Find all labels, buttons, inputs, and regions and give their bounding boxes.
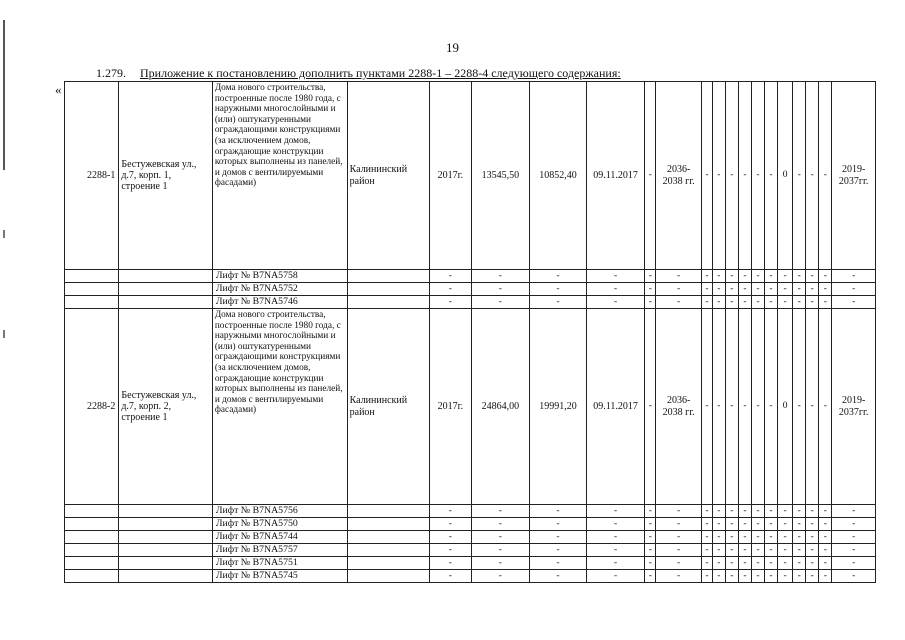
lift-cell: - [656, 296, 702, 309]
paragraph [96, 66, 621, 81]
lift-cell: - [819, 531, 832, 544]
lift-cell: - [764, 270, 777, 283]
lift-empty-cell [347, 270, 430, 283]
lift-cell: - [793, 557, 806, 570]
lift-cell: - [764, 531, 777, 544]
lift-empty-cell [119, 544, 212, 557]
lift-empty-cell [119, 570, 212, 583]
lift-name: Лифт № B7NA5746 [212, 296, 347, 309]
scan-margin-dot [3, 330, 5, 338]
lift-cell: - [764, 544, 777, 557]
lift-cell: - [712, 270, 725, 283]
lift-cell: - [793, 570, 806, 583]
lift-cell: - [530, 283, 587, 296]
item-mid-cell: - [793, 309, 806, 505]
lift-row [65, 570, 876, 583]
lift-cell: - [645, 505, 656, 518]
item-mid-cell: - [819, 82, 832, 270]
item-area-living: 10852,40 [530, 82, 587, 270]
lift-cell: - [645, 570, 656, 583]
lift-cell: - [764, 296, 777, 309]
lift-cell: - [751, 505, 764, 518]
lift-cell: - [712, 505, 725, 518]
lift-cell: - [471, 544, 530, 557]
lift-cell: - [701, 518, 712, 531]
paragraph-text: Приложение к постановлению дополнить пунктами 2288-1 – 2288-4 следующего содержания: [140, 66, 621, 80]
item-mid-cell: - [819, 309, 832, 505]
lift-cell: - [712, 283, 725, 296]
lift-row [65, 505, 876, 518]
lift-cell: - [806, 557, 819, 570]
lift-cell: - [430, 557, 471, 570]
lift-cell: - [586, 531, 645, 544]
lift-cell: - [738, 283, 751, 296]
item-mid-cell: - [725, 309, 738, 505]
item-mid-cell: - [751, 82, 764, 270]
lift-cell: - [725, 557, 738, 570]
lift-empty-cell [119, 518, 212, 531]
item-mid-cell: - [725, 82, 738, 270]
item-mid-cell: 0 [777, 82, 792, 270]
item-mid-cell: - [806, 82, 819, 270]
lift-cell: - [530, 531, 587, 544]
lift-cell: - [712, 531, 725, 544]
lift-cell: - [430, 505, 471, 518]
lift-cell: - [832, 570, 876, 583]
lift-row [65, 531, 876, 544]
lift-cell: - [645, 296, 656, 309]
lift-cell: - [530, 557, 587, 570]
item-area-total: 13545,50 [471, 82, 530, 270]
lift-cell: - [586, 570, 645, 583]
lift-cell: - [764, 505, 777, 518]
lift-cell: - [738, 296, 751, 309]
item-description: Дома нового строительства, построенные после 1980 года, с наружными многослойными и (или) оштукатуренными ограждающими конструкциями (за исключением домов, ограждающие конструкции которых выполнены из панелей, и домов с вентилируемыми фасадами) [212, 309, 347, 505]
lift-empty-cell [119, 296, 212, 309]
register-table [64, 81, 876, 583]
lift-cell: - [471, 296, 530, 309]
lift-cell: - [751, 283, 764, 296]
lift-cell: - [530, 296, 587, 309]
lift-cell: - [738, 518, 751, 531]
lift-cell: - [725, 531, 738, 544]
lift-cell: - [806, 531, 819, 544]
lift-cell: - [777, 296, 792, 309]
item-mid-cell: - [764, 82, 777, 270]
item-mid-cell: - [751, 309, 764, 505]
lift-name: Лифт № B7NA5758 [212, 270, 347, 283]
lift-cell: - [832, 270, 876, 283]
lift-cell: - [806, 505, 819, 518]
lift-row [65, 283, 876, 296]
lift-cell: - [793, 518, 806, 531]
lift-empty-cell [347, 283, 430, 296]
item-mid-cell: - [701, 309, 712, 505]
lift-cell: - [751, 570, 764, 583]
lift-cell: - [430, 531, 471, 544]
lift-cell: - [777, 505, 792, 518]
lift-cell: - [725, 283, 738, 296]
lift-cell: - [701, 270, 712, 283]
lift-name: Лифт № B7NA5745 [212, 570, 347, 583]
lift-cell: - [751, 531, 764, 544]
lift-cell: - [701, 283, 712, 296]
item-district: Калининский район [347, 309, 430, 505]
lift-cell: - [832, 544, 876, 557]
lift-cell: - [764, 570, 777, 583]
lift-cell: - [751, 544, 764, 557]
lift-row [65, 544, 876, 557]
lift-cell: - [645, 531, 656, 544]
lift-empty-cell [65, 270, 119, 283]
lift-cell: - [701, 531, 712, 544]
lift-cell: - [530, 544, 587, 557]
lift-cell: - [712, 570, 725, 583]
lift-cell: - [701, 505, 712, 518]
lift-cell: - [471, 570, 530, 583]
item-mid-cell: - [793, 82, 806, 270]
lift-empty-cell [119, 270, 212, 283]
item-mid-cell: - [806, 309, 819, 505]
item-date: 09.11.2017 [586, 82, 645, 270]
lift-cell: - [738, 557, 751, 570]
lift-cell: - [738, 570, 751, 583]
lift-row [65, 518, 876, 531]
item-district: Калининский район [347, 82, 430, 270]
table-row [65, 82, 876, 270]
lift-cell: - [725, 296, 738, 309]
item-description: Дома нового строительства, построенные после 1980 года, с наружными многослойными и (или) оштукатуренными ограждающими конструкциями (за исключением домов, ограждающие конструкции которых выполнены из панелей, и домов с вентилируемыми фасадами) [212, 82, 347, 270]
lift-name: Лифт № B7NA5751 [212, 557, 347, 570]
lift-name: Лифт № B7NA5744 [212, 531, 347, 544]
item-final-period: 2019-2037гг. [832, 82, 876, 270]
lift-cell: - [656, 283, 702, 296]
lift-cell: - [819, 270, 832, 283]
item-address: Бестужевская ул., д.7, корп. 1, строение 1 [119, 82, 212, 270]
lift-empty-cell [119, 505, 212, 518]
lift-cell: - [777, 570, 792, 583]
lift-cell: - [777, 518, 792, 531]
lift-cell: - [656, 518, 702, 531]
item-flag: - [645, 309, 656, 505]
lift-cell: - [645, 283, 656, 296]
lift-cell: - [764, 518, 777, 531]
lift-cell: - [738, 270, 751, 283]
lift-empty-cell [347, 531, 430, 544]
lift-row [65, 296, 876, 309]
item-date: 09.11.2017 [586, 309, 645, 505]
lift-cell: - [738, 531, 751, 544]
lift-cell: - [725, 570, 738, 583]
lift-empty-cell [347, 296, 430, 309]
item-mid-cell: - [701, 82, 712, 270]
open-quote: « [55, 82, 62, 97]
lift-cell: - [656, 557, 702, 570]
lift-row [65, 557, 876, 570]
table-row [65, 309, 876, 505]
lift-cell: - [832, 518, 876, 531]
lift-cell: - [725, 518, 738, 531]
lift-cell: - [586, 296, 645, 309]
lift-cell: - [793, 505, 806, 518]
lift-cell: - [430, 270, 471, 283]
lift-cell: - [819, 283, 832, 296]
lift-cell: - [471, 270, 530, 283]
item-mid-cell: - [738, 309, 751, 505]
lift-row [65, 270, 876, 283]
lift-cell: - [777, 270, 792, 283]
lift-empty-cell [65, 283, 119, 296]
lift-cell: - [819, 505, 832, 518]
lift-name: Лифт № B7NA5752 [212, 283, 347, 296]
lift-cell: - [530, 505, 587, 518]
lift-empty-cell [347, 570, 430, 583]
lift-empty-cell [119, 531, 212, 544]
item-mid-cell: - [738, 82, 751, 270]
item-mid-cell: - [712, 309, 725, 505]
lift-cell: - [806, 296, 819, 309]
lift-cell: - [819, 518, 832, 531]
item-period: 2036-2038 гг. [656, 82, 702, 270]
item-area-living: 19991,20 [530, 309, 587, 505]
lift-empty-cell [65, 518, 119, 531]
lift-cell: - [806, 570, 819, 583]
lift-cell: - [586, 283, 645, 296]
lift-cell: - [701, 544, 712, 557]
lift-cell: - [806, 544, 819, 557]
item-year: 2017г. [430, 82, 471, 270]
item-period: 2036-2038 гг. [656, 309, 702, 505]
lift-empty-cell [119, 557, 212, 570]
lift-cell: - [793, 531, 806, 544]
lift-cell: - [777, 531, 792, 544]
lift-cell: - [471, 557, 530, 570]
lift-cell: - [832, 557, 876, 570]
lift-empty-cell [347, 544, 430, 557]
lift-cell: - [430, 283, 471, 296]
lift-cell: - [530, 270, 587, 283]
lift-cell: - [471, 283, 530, 296]
lift-cell: - [806, 518, 819, 531]
lift-cell: - [738, 544, 751, 557]
item-mid-cell: - [764, 309, 777, 505]
lift-cell: - [471, 531, 530, 544]
lift-cell: - [819, 557, 832, 570]
item-mid-cell: - [712, 82, 725, 270]
lift-cell: - [530, 570, 587, 583]
lift-cell: - [530, 518, 587, 531]
lift-cell: - [764, 557, 777, 570]
lift-empty-cell [119, 283, 212, 296]
lift-cell: - [430, 544, 471, 557]
lift-cell: - [430, 296, 471, 309]
item-code: 2288-1 [65, 82, 119, 270]
lift-name: Лифт № B7NA5757 [212, 544, 347, 557]
lift-cell: - [586, 557, 645, 570]
lift-cell: - [793, 270, 806, 283]
lift-cell: - [806, 270, 819, 283]
lift-cell: - [701, 557, 712, 570]
lift-cell: - [793, 283, 806, 296]
lift-cell: - [819, 544, 832, 557]
lift-cell: - [777, 544, 792, 557]
lift-cell: - [725, 270, 738, 283]
lift-cell: - [430, 518, 471, 531]
lift-cell: - [793, 544, 806, 557]
lift-cell: - [832, 531, 876, 544]
lift-name: Лифт № B7NA5750 [212, 518, 347, 531]
lift-cell: - [645, 544, 656, 557]
lift-cell: - [430, 570, 471, 583]
lift-cell: - [832, 505, 876, 518]
lift-empty-cell [347, 557, 430, 570]
lift-cell: - [738, 505, 751, 518]
lift-empty-cell [65, 544, 119, 557]
lift-cell: - [806, 283, 819, 296]
lift-cell: - [712, 518, 725, 531]
lift-cell: - [712, 557, 725, 570]
item-code: 2288-2 [65, 309, 119, 505]
lift-cell: - [793, 296, 806, 309]
lift-cell: - [832, 283, 876, 296]
lift-cell: - [586, 518, 645, 531]
lift-empty-cell [65, 531, 119, 544]
lift-empty-cell [347, 505, 430, 518]
lift-cell: - [751, 270, 764, 283]
lift-cell: - [586, 270, 645, 283]
lift-cell: - [725, 505, 738, 518]
lift-cell: - [656, 270, 702, 283]
lift-cell: - [656, 531, 702, 544]
item-year: 2017г. [430, 309, 471, 505]
lift-empty-cell [65, 296, 119, 309]
paragraph-number: 1.279. [96, 66, 126, 80]
lift-cell: - [471, 518, 530, 531]
lift-cell: - [777, 283, 792, 296]
lift-cell: - [751, 557, 764, 570]
lift-cell: - [712, 544, 725, 557]
lift-empty-cell [65, 505, 119, 518]
lift-cell: - [656, 505, 702, 518]
lift-cell: - [764, 283, 777, 296]
item-final-period: 2019-2037гг. [832, 309, 876, 505]
item-address: Бестужевская ул., д.7, корп. 2, строение 1 [119, 309, 212, 505]
lift-empty-cell [65, 570, 119, 583]
item-flag: - [645, 82, 656, 270]
lift-cell: - [645, 518, 656, 531]
lift-cell: - [645, 557, 656, 570]
lift-cell: - [751, 518, 764, 531]
scan-margin-dot [3, 230, 5, 238]
lift-cell: - [819, 296, 832, 309]
item-mid-cell: 0 [777, 309, 792, 505]
lift-cell: - [725, 544, 738, 557]
lift-cell: - [712, 296, 725, 309]
item-area-total: 24864,00 [471, 309, 530, 505]
lift-cell: - [656, 570, 702, 583]
lift-cell: - [819, 570, 832, 583]
lift-cell: - [832, 296, 876, 309]
lift-cell: - [701, 570, 712, 583]
lift-cell: - [586, 505, 645, 518]
lift-cell: - [471, 505, 530, 518]
lift-empty-cell [65, 557, 119, 570]
lift-name: Лифт № B7NA5756 [212, 505, 347, 518]
lift-cell: - [701, 296, 712, 309]
lift-cell: - [777, 557, 792, 570]
lift-cell: - [586, 544, 645, 557]
lift-cell: - [645, 270, 656, 283]
lift-cell: - [656, 544, 702, 557]
lift-cell: - [751, 296, 764, 309]
page-number: 19 [446, 40, 459, 55]
lift-empty-cell [347, 518, 430, 531]
